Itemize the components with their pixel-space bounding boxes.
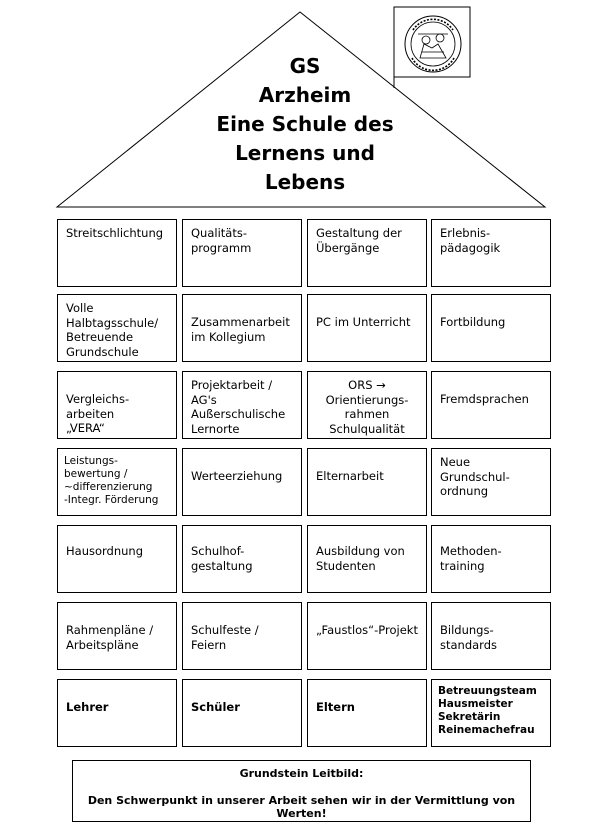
school-title [180, 52, 430, 197]
cell-volle-halbtagsschule: Volle Halbtagsschule/ Betreuende Grundschule [57, 294, 177, 362]
cell-streitschlichtung: Streitschlichtung [57, 219, 177, 287]
cell-bildungsstandards: Bildungs- standards [431, 602, 551, 670]
cell-qualitaetsprogramm: Qualitäts- programm [182, 219, 302, 287]
cell-schulfeste: Schulfeste / Feiern [182, 602, 302, 670]
cell-leistungsbewertung: Leistungs- bewertung / ~differenzierung -Integr. Förderung [57, 448, 177, 516]
cell-pc-unterricht: PC im Unterricht [307, 294, 427, 362]
title-line-2: Arzheim [258, 83, 352, 107]
cell-fortbildung: Fortbildung [431, 294, 551, 362]
cell-erlebnispaedagogik: Erlebnis- pädagogik [431, 219, 551, 287]
cell-projektarbeit: Projektarbeit / AG's Außerschulische Lernorte [182, 371, 302, 439]
foundation-heading: Grundstein Leitbild: [239, 767, 364, 780]
cell-ausbildung-studenten: Ausbildung von Studenten [307, 525, 427, 593]
cell-zusammenarbeit: Zusammenarbeit im Kollegium [182, 294, 302, 362]
foundation-stone [72, 760, 531, 822]
cell-elternarbeit: Elternarbeit [307, 448, 427, 516]
cell-fremdsprachen: Fremdsprachen [431, 371, 551, 439]
cell-ors: ORS → Orientierungs- rahmen Schulqualität [307, 371, 427, 439]
cell-werteerziehung: Werteerziehung [182, 448, 302, 516]
cell-schueler: Schüler [182, 679, 302, 747]
cell-rahmenplaene: Rahmenpläne / Arbeitspläne [57, 602, 177, 670]
cell-gestaltung-uebergaenge: Gestaltung der Übergänge [307, 219, 427, 287]
title-line-5: Lebens [264, 170, 346, 194]
cell-betreuungsteam: Betreuungsteam Hausmeister Sekretärin Reinemachefrau [431, 679, 551, 747]
title-line-4: Lernens und [235, 141, 375, 165]
foundation-text: Den Schwerpunkt in unserer Arbeit sehen wir in der Vermittlung von Werten! [87, 794, 516, 820]
title-line-1: GS [289, 54, 321, 78]
cell-faustlos-projekt: „Faustlos“-Projekt [307, 602, 427, 670]
cell-lehrer: Lehrer [57, 679, 177, 747]
cell-eltern: Eltern [307, 679, 427, 747]
cell-schulhofgestaltung: Schulhof- gestaltung [182, 525, 302, 593]
cell-hausordnung: Hausordnung [57, 525, 177, 593]
cell-methodentraining: Methoden- training [431, 525, 551, 593]
cell-neue-grundschulordnung: Neue Grundschul- ordnung [431, 448, 551, 516]
cell-vergleichsarbeiten: Vergleichs- arbeiten „VERA“ [57, 371, 177, 439]
title-line-3: Eine Schule des [216, 112, 394, 136]
